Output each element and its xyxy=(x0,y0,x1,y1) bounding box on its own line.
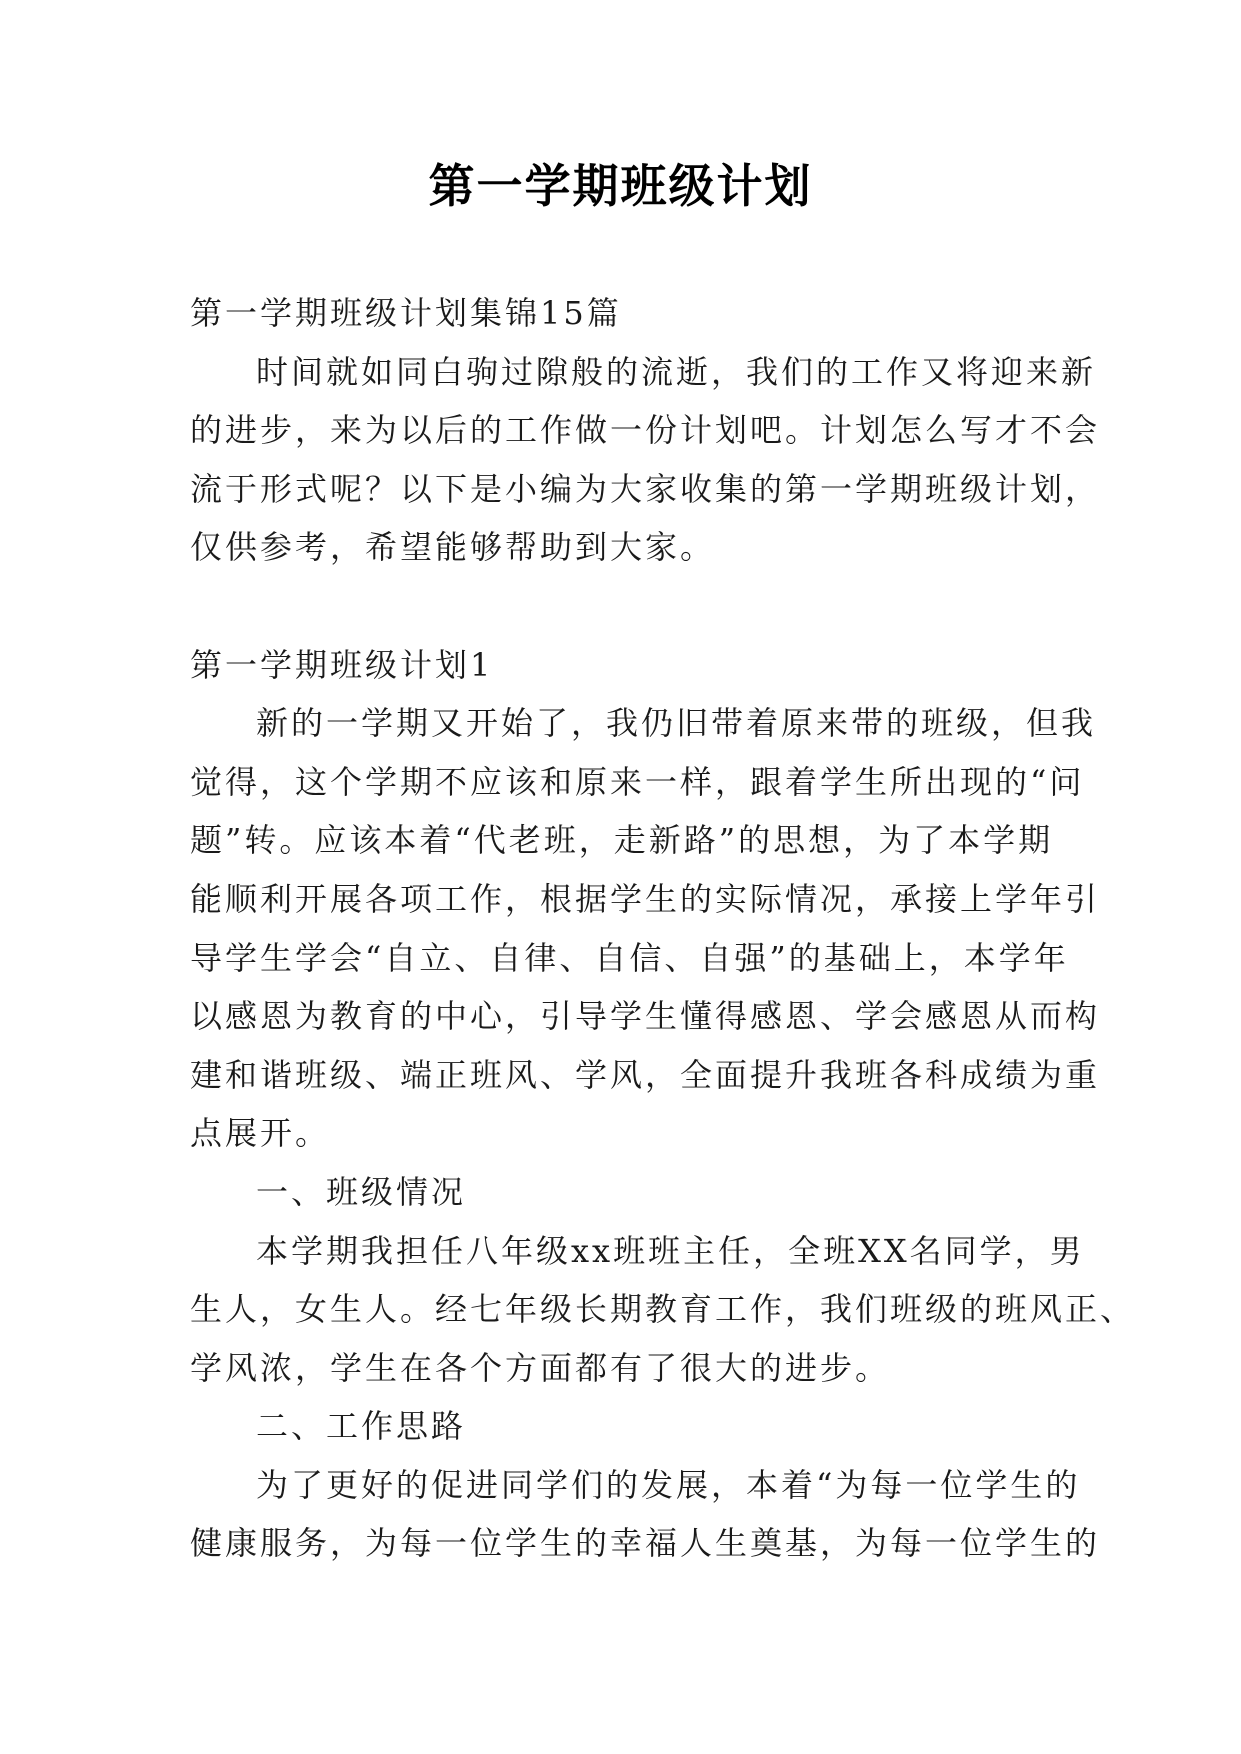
paragraph-line: 学风浓，学生在各个方面都有了很大的进步。 xyxy=(190,1348,891,1387)
collection-subtitle: 第一学期班级计划集锦15篇 xyxy=(190,294,622,332)
blank-line xyxy=(190,577,1052,636)
paragraph-line: 新的一学期又开始了，我仍旧带着原来带的班级，但我 xyxy=(256,704,1097,743)
paragraph-line: 导学生学会“自立、自律、自信、自强”的基础上，本学年 xyxy=(190,938,1069,977)
paragraph-line: 本学期我担任八年级xx班班主任，全班XX名同学，男 xyxy=(256,1231,1085,1270)
paragraph-line: 能顺利开展各项工作，根据学生的实际情况，承接上学年引 xyxy=(190,879,1101,918)
class-situation-paragraph xyxy=(190,1222,1136,1398)
section-heading: 第一学期班级计划1 xyxy=(190,645,494,684)
paragraph-line: 建和谐班级、端正班风、学风，全面提升我班各科成绩为重 xyxy=(190,1055,1101,1094)
paragraph-line: 觉得，这个学期不应该和原来一样，跟着学生所出现的“问 xyxy=(190,762,1085,801)
paragraph-line: 健康服务，为每一位学生的幸福人生奠基，为每一位学生的 xyxy=(190,1524,1101,1563)
document-body xyxy=(190,284,1136,1573)
work-ideas-paragraph xyxy=(190,1456,1101,1573)
paragraph-line: 时间就如同白驹过隙般的流逝，我们的工作又将迎来新 xyxy=(256,352,1097,391)
paragraph-line: 的进步，来为以后的工作做一份计划吧。计划怎么写才不会 xyxy=(190,411,1101,450)
paragraph-line: 以感恩为教育的中心，引导学生懂得感恩、学会感恩从而构 xyxy=(190,997,1101,1036)
subheading-work-ideas: 二、工作思路 xyxy=(256,1407,467,1446)
paragraph-line: 流于形式呢？以下是小编为大家收集的第一学期班级计划， xyxy=(190,469,1101,508)
subheading-class-situation: 一、班级情况 xyxy=(256,1172,467,1211)
paragraph-line: 为了更好的促进同学们的发展，本着“为每一位学生的 xyxy=(256,1465,1081,1504)
intro-paragraph xyxy=(190,343,1101,577)
document-title: 第一学期班级计划 xyxy=(428,159,813,213)
paragraph-line: 点展开。 xyxy=(190,1114,331,1153)
paragraph-line: 生人，女生人。经七年级长期教育工作，我们班级的班风正、 xyxy=(190,1290,1136,1329)
paragraph-line: 题”转。应该本着“代老班，走新路”的思想，为了本学期 xyxy=(190,821,1054,860)
section1-paragraph xyxy=(190,694,1101,1163)
paragraph-line: 仅供参考，希望能够帮助到大家。 xyxy=(190,528,716,567)
